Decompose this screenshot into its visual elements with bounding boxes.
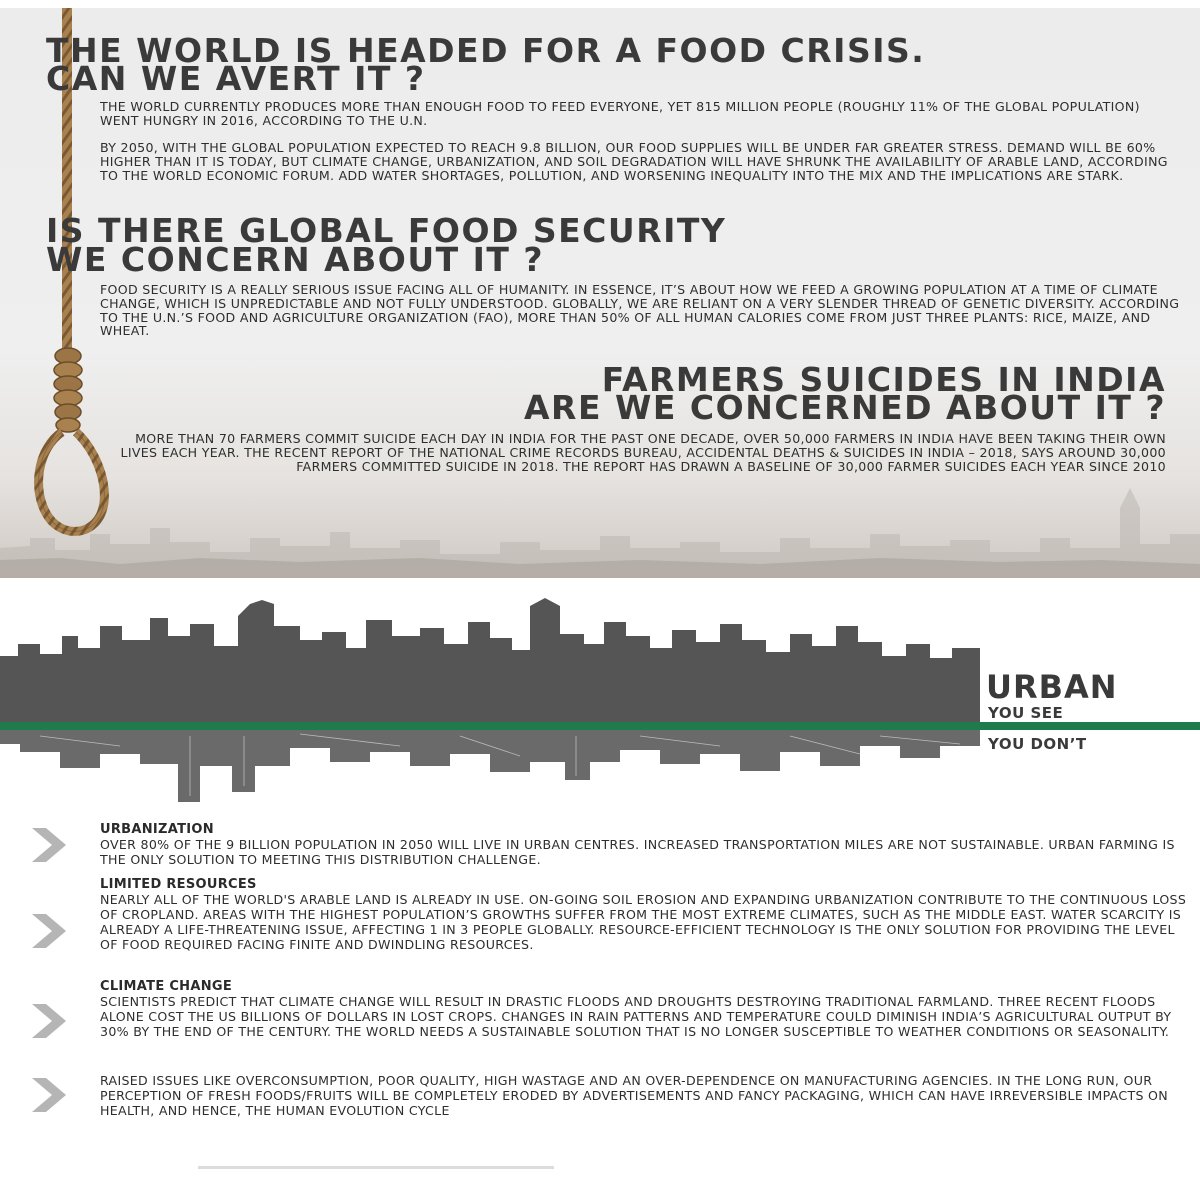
horizon-accent-bar xyxy=(0,722,1200,730)
paragraph-farmer-suicides: MORE THAN 70 FARMERS COMMIT SUICIDE EACH DAY IN INDIA FOR THE PAST ONE DECADE, OVER 50,000 FARMERS IN INDIA HAVE BEEN TAKING THEIR OWN LIVES EACH YEAR. THE RECENT REPORT OF THE NATIONAL CRIME RECORDS BUREAU, ACCIDENTAL DEATHS & SUICIDES IN INDIA – 2018, SAYS AROUND 30,000 FARMERS COMMITTED SUICIDE IN 2018. THE REPORT HAS DRAWN A BASELINE OF 30,000 FARMER SUICIDES EACH YEAR SINCE 2010 xyxy=(120,431,1166,474)
issue-text-urbanization: OVER 80% OF THE 9 BILLION POPULATION IN 2050 WILL LIVE IN URBAN CENTRES. INCREASED TRANSPORTATION MILES ARE NOT SUSTAINABLE. URBAN FARMING IS THE ONLY SOLUTION TO MEETING THIS DISTRIBUTION CHALLENGE. xyxy=(100,837,1175,867)
urban-skyline-illustration xyxy=(0,596,980,806)
issue-text-climate-change: SCIENTISTS PREDICT THAT CLIMATE CHANGE WILL RESULT IN DRASTIC FLOODS AND DROUGHTS DESTROYING TRADITIONAL FARMLAND. THREE RECENT FLOODS ALONE COST THE US BILLIONS OF DOLLARS IN LOST CROPS. CHANGES IN RAIN PATTERNS AND TEMPERATURE COULD DIMINISH INDIA’S AGRICULTURAL OUTPUT BY 30% BY THE END OF THE CENTURY. THE WORLD NEEDS A SUSTAINABLE SOLUTION THAT IS NO LONGER SUSCEPTIBLE TO WEATHER CONDITIONS OR SEASONALITY. xyxy=(100,994,1172,1039)
you-dont-label: YOU DON’T xyxy=(988,735,1087,753)
heading-food-security-line2: WE CONCERN ABOUT IT ? xyxy=(46,240,545,279)
chevron-right-icon xyxy=(28,1074,70,1116)
paragraph-food-crisis-2: BY 2050, WITH THE GLOBAL POPULATION EXPECTED TO REACH 9.8 BILLION, OUR FOOD SUPPLIES WILL BE UNDER FAR GREATER STRESS. DEMAND WILL BE 60% HIGHER THAN IT IS TODAY, BUT CLIMATE CHANGE, URBANIZATION, AND SOIL DEGRADATION WILL HAVE SHRUNK THE AVAILABILITY OF ARABLE LAND, ACCORDING TO THE WORLD ECONOMIC FORUM. ADD WATER SHORTAGES, POLLUTION, AND WORSENING INEQUALITY INTO THE MIX AND THE IMPLICATIONS ARE STARK. xyxy=(100,140,1168,183)
heading-food-crisis-line2: CAN WE AVERT IT ? xyxy=(46,59,426,98)
urban-title: URBAN xyxy=(986,668,1118,706)
heading-food-security-line1: IS THERE GLOBAL FOOD SECURITY xyxy=(46,211,727,250)
issue-title-climate-change: CLIMATE CHANGE xyxy=(100,979,233,994)
chevron-right-icon xyxy=(28,824,70,866)
footer-divider xyxy=(198,1166,554,1169)
chevron-right-icon xyxy=(28,910,70,952)
issue-title-limited-resources: LIMITED RESOURCES xyxy=(100,877,257,892)
heading-farmer-suicides-line1: FARMERS SUICIDES IN INDIA xyxy=(601,360,1166,399)
you-see-label: YOU SEE xyxy=(988,704,1064,722)
heading-farmer-suicides-line2: ARE WE CONCERNED ABOUT IT ? xyxy=(524,388,1166,427)
issue-text-limited-resources: NEARLY ALL OF THE WORLD'S ARABLE LAND IS ALREADY IN USE. ON-GOING SOIL EROSION AND EXPANDING URBANIZATION CONTRIBUTE TO THE CONTINUOUS LOSS OF CROPLAND. AREAS WITH THE HIGHEST POPULATION’S GROWTHS SUFFER FROM THE MOST EXTREME CLIMATES, SUCH AS THE MIDDLE EAST. WATER SCARCITY IS ALREADY A LIFE-THREATENING ISSUE, AFFECTING 1 IN 3 PEOPLE GLOBALLY. RESOURCE-EFFICIENT TECHNOLOGY IS THE ONLY SOLUTION FOR PROVIDING THE LEVEL OF FOOD REQUIRED FACING FINITE AND DWINDLING RESOURCES. xyxy=(100,892,1187,952)
hazy-city-background xyxy=(0,468,1200,578)
issue-text-overconsumption: RAISED ISSUES LIKE OVERCONSUMPTION, POOR QUALITY, HIGH WASTAGE AND AN OVER-DEPENDENCE ON MANUFACTURING AGENCIES. IN THE LONG RUN, OUR PERCEPTION OF FRESH FOODS/FRUITS WILL BE COMPLETELY ERODED BY ADVERTISEMENTS AND FANCY PACKAGING, WHICH CAN HAVE IRREVERSIBLE IMPACTS ON HEALTH, AND HENCE, THE HUMAN EVOLUTION CYCLE xyxy=(100,1073,1168,1118)
issue-title-urbanization: URBANIZATION xyxy=(100,822,214,837)
top-info-panel xyxy=(0,8,1200,578)
heading-food-crisis-line1: THE WORLD IS HEADED FOR A FOOD CRISIS. xyxy=(46,31,926,70)
paragraph-food-security: FOOD SECURITY IS A REALLY SERIOUS ISSUE FACING ALL OF HUMANITY. IN ESSENCE, IT’S ABOUT HOW WE FEED A GROWING POPULATION AT A TIME OF CLIMATE CHANGE, WHICH IS UNPREDICTABLE AND NOT FULLY UNDERSTOOD. GLOBALLY, WE ARE RELIANT ON A VERY SLENDER THREAD OF GENETIC DIVERSITY. ACCORDING TO THE U.N.’S FOOD AND AGRICULTURE ORGANIZATION (FAO), MORE THAN 50% OF ALL HUMAN CALORIES COME FROM JUST THREE PLANTS: RICE, MAIZE, AND WHEAT. xyxy=(100,282,1180,339)
chevron-right-icon xyxy=(28,1000,70,1042)
paragraph-food-crisis-1: THE WORLD CURRENTLY PRODUCES MORE THAN ENOUGH FOOD TO FEED EVERYONE, YET 815 MILLION PEOPLE (ROUGHLY 11% OF THE GLOBAL POPULATION) WENT HUNGRY IN 2016, ACCORDING TO THE U.N. xyxy=(100,99,1140,128)
